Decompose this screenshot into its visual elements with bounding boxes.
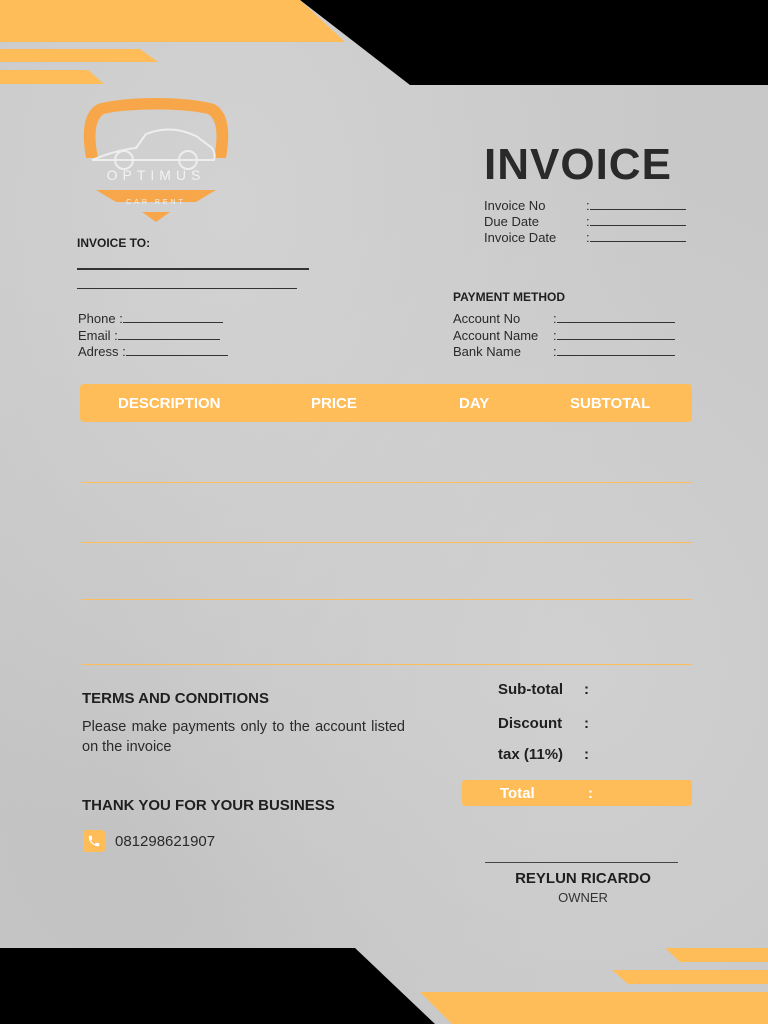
summary-colon: :: [584, 715, 589, 732]
logo-name: OPTIMUS: [106, 167, 206, 183]
contact-address: [78, 344, 228, 359]
summary-subtotal: [498, 681, 589, 698]
column-subtotal: SUBTOTAL: [570, 395, 651, 412]
payment-method-heading: PAYMENT METHOD: [453, 290, 566, 304]
payment-colon: :: [553, 311, 557, 326]
bottom-stripe-2: [612, 970, 768, 984]
contact-blank[interactable]: [118, 329, 220, 340]
payment-blank[interactable]: [557, 345, 675, 356]
contact-blank[interactable]: [123, 312, 223, 323]
summary-label: Discount: [498, 715, 563, 732]
items-table-header: [80, 384, 692, 422]
column-price: PRICE: [311, 395, 357, 412]
table-row[interactable]: [82, 664, 692, 665]
phone-icon: [83, 830, 105, 852]
table-row[interactable]: [82, 542, 692, 543]
column-day: DAY: [459, 395, 490, 412]
meta-blank[interactable]: [590, 231, 686, 242]
total-label: Total: [500, 785, 535, 802]
column-description: DESCRIPTION: [118, 395, 221, 412]
meta-label: Invoice No: [484, 198, 546, 213]
contact-label: Phone :: [78, 311, 123, 326]
payment-account-no: [453, 311, 675, 326]
contact-blank[interactable]: [126, 345, 228, 356]
thank-you-text: THANK YOU FOR YOUR BUSINESS: [82, 797, 335, 814]
bill-to-address-line[interactable]: [77, 288, 297, 289]
table-row[interactable]: [82, 599, 692, 600]
payment-colon: :: [553, 328, 557, 343]
top-black-band: [300, 0, 768, 85]
signatory-role: OWNER: [558, 890, 608, 905]
summary-tax: [498, 746, 589, 763]
summary-label: Sub-total: [498, 681, 563, 698]
meta-invoice-no: [484, 198, 686, 213]
phone-number: 081298621907: [115, 833, 216, 850]
top-stripe-1: [0, 0, 345, 42]
meta-due-date: [484, 214, 686, 229]
payment-label: Account No: [453, 311, 521, 326]
bottom-black-band: [0, 948, 435, 1024]
payment-blank[interactable]: [557, 312, 675, 323]
payment-account-name: [453, 328, 675, 343]
meta-label: Due Date: [484, 214, 539, 229]
top-stripe-3: [0, 70, 104, 84]
payment-label: Account Name: [453, 328, 539, 343]
summary-colon: :: [584, 681, 589, 698]
contact-email: [78, 328, 220, 343]
meta-blank[interactable]: [590, 199, 686, 210]
total-colon: :: [588, 785, 593, 802]
payment-colon: :: [553, 344, 557, 359]
bill-to-name-line[interactable]: [77, 268, 309, 270]
meta-blank[interactable]: [590, 215, 686, 226]
payment-label: Bank Name: [453, 344, 521, 359]
bottom-stripe-1: [665, 948, 768, 962]
car-emblem-icon: [76, 96, 236, 226]
signature-line[interactable]: [485, 862, 678, 863]
meta-label: Invoice Date: [484, 230, 557, 245]
payment-blank[interactable]: [557, 329, 675, 340]
logo-tagline: CAR RENT: [126, 199, 186, 206]
meta-invoice-date: [484, 230, 686, 245]
meta-colon: :: [586, 198, 590, 213]
bottom-stripe-3: [420, 992, 768, 1024]
payment-bank-name: [453, 344, 675, 359]
meta-colon: :: [586, 230, 590, 245]
contact-label: Email :: [78, 328, 118, 343]
terms-body: Please make payments only to the account listed on the invoice: [82, 719, 405, 755]
total-bar: [462, 780, 692, 806]
summary-label: tax (11%): [498, 746, 564, 763]
contact-label: Adress :: [78, 344, 126, 359]
invoice-title: INVOICE: [484, 140, 672, 189]
company-logo: [76, 96, 236, 226]
table-row[interactable]: [82, 482, 692, 483]
meta-colon: :: [586, 214, 590, 229]
summary-discount: [498, 715, 589, 732]
contact-phone: [78, 311, 223, 326]
invoice-to-heading: INVOICE TO:: [77, 236, 151, 250]
terms-heading: TERMS AND CONDITIONS: [82, 690, 269, 707]
summary-colon: :: [584, 746, 589, 763]
top-stripe-2: [0, 49, 158, 62]
signatory-name: REYLUN RICARDO: [515, 870, 651, 887]
